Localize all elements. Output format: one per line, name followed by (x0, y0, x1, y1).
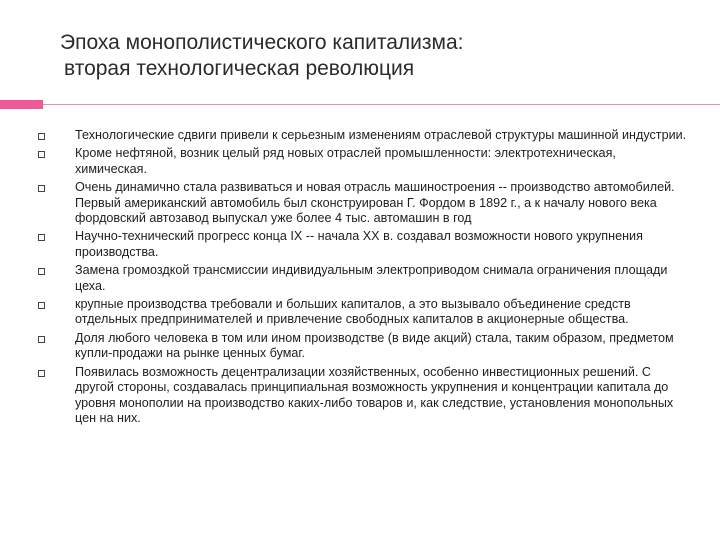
slide-title-line-1: Эпоха монополистического капитализма: (60, 31, 464, 54)
bullet-list (38, 128, 688, 429)
bullet-text: Очень динамично стала развиваться и новая отрасль машиностроения -- производство автомобилей. Первый американский автомобиль был сконструирован Г. Фордом в 1892 г., а к началу нового века фордовский автозавод выпускал уже более 4 тыс. автомашин в год (75, 180, 675, 226)
bullet-text: Технологические сдвиги привели к серьезным изменениям отраслевой структуры машинной индустрии. (75, 128, 687, 142)
bullet-item (38, 146, 688, 177)
square-bullet-icon (38, 268, 45, 275)
title-divider (43, 104, 720, 105)
square-bullet-icon (38, 133, 45, 140)
square-bullet-icon (38, 151, 45, 158)
bullet-item (38, 365, 688, 427)
accent-bar (0, 100, 43, 109)
bullet-text: Кроме нефтяной, возник целый ряд новых отраслей промышленности: электротехническая, химическая. (75, 146, 616, 176)
bullet-text: Замена громоздкой трансмиссии индивидуальным электроприводом снимала ограничения площади цеха. (75, 263, 668, 293)
square-bullet-icon (38, 370, 45, 377)
bullet-text: крупные производства требовали и больших капиталов, а это вызывало объединение средств отдельных предпринимателей и привлечение свободных капиталов в акционерные общества. (75, 297, 631, 327)
bullet-text: Доля любого человека в том или ином производстве (в виде акций) стала, таким образом, предметом купли-продажи на рынке ценных бумаг. (75, 330, 674, 361)
bullet-item (38, 263, 688, 294)
bullet-item (38, 128, 688, 143)
bullet-item (38, 180, 688, 226)
bullet-item (38, 229, 688, 260)
square-bullet-icon (38, 336, 45, 343)
square-bullet-icon (38, 302, 45, 309)
bullet-text: Появилась возможность децентрализации хозяйственных, особенно инвестиционных решений. С другой стороны, создавалась принципиальная возможность укрупнения и концентрации капитала до уровня монополии на производство каких-либо товаров и, как следствие, установления монопольных цен на них. (75, 364, 674, 425)
bullet-text: Научно-технический прогресс конца IX -- начала XX в. создавал возможности нового укрупнения производства. (75, 229, 643, 259)
square-bullet-icon (38, 185, 45, 192)
bullet-item (38, 297, 688, 328)
square-bullet-icon (38, 234, 45, 241)
slide-title (60, 30, 680, 82)
slide-title-line-2: вторая технологическая революция (64, 57, 415, 80)
bullet-item (38, 331, 688, 362)
